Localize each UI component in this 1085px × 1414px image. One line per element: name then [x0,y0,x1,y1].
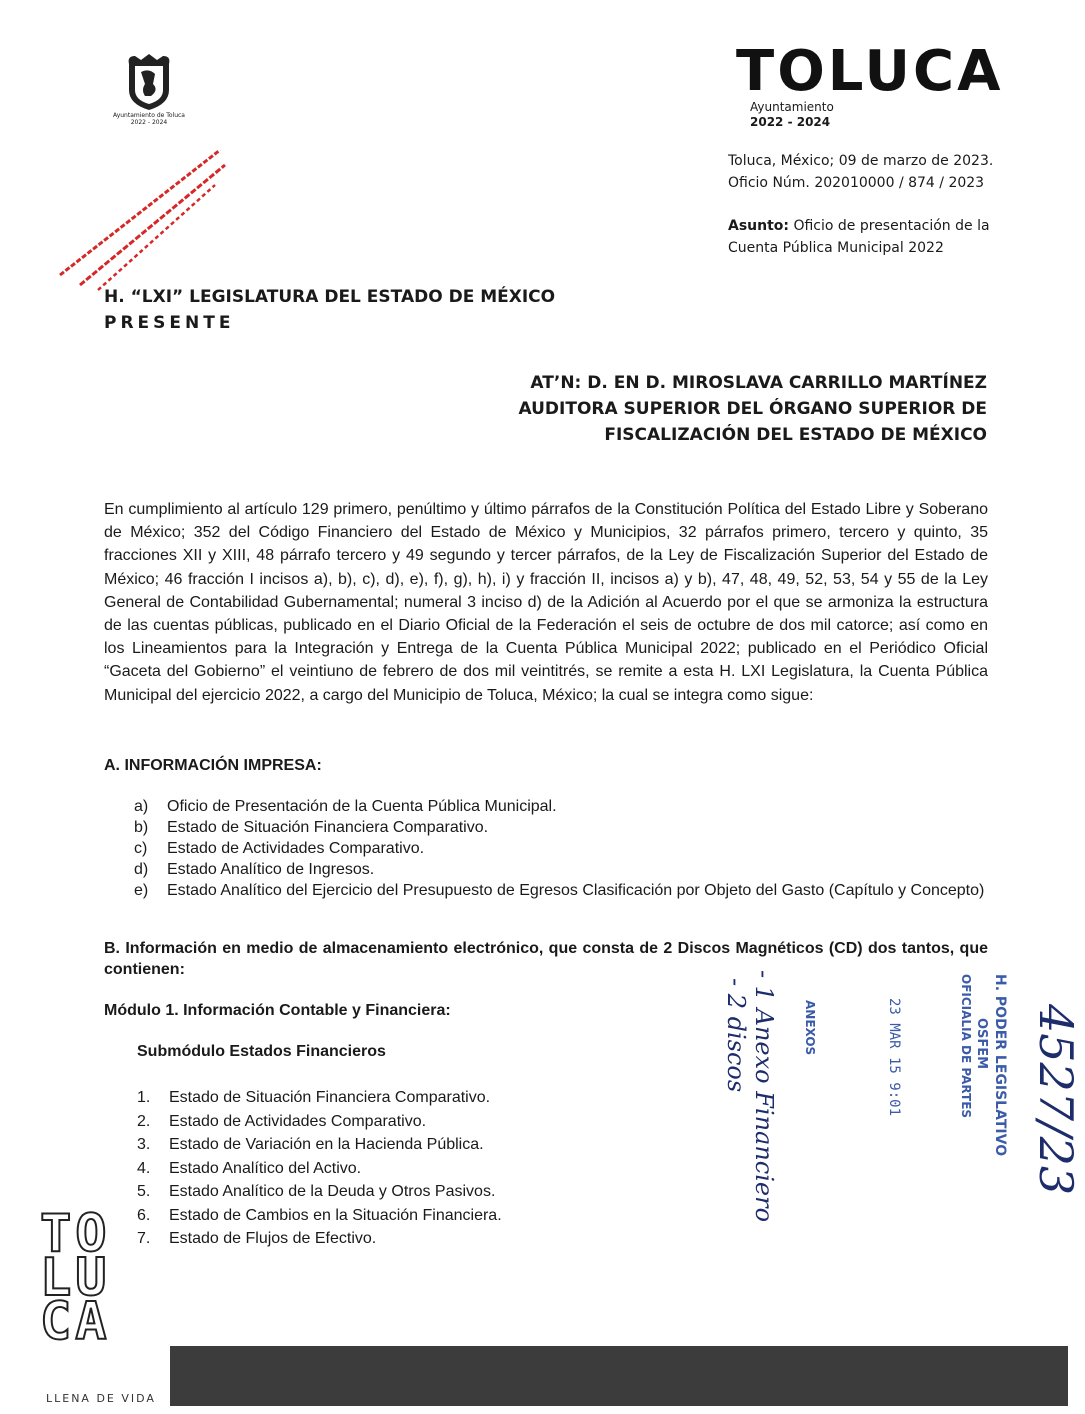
section-b-list [137,1086,502,1251]
list-item: 5. Estado Analítico de la Deuda y Otros Pasivos. [137,1183,496,1200]
stamp-date [866,996,902,1196]
section-a-title: A. INFORMACIÓN IMPRESA: [104,757,322,774]
list-item: 3. Estado de Variación en la Hacienda Pública. [137,1136,484,1153]
handwritten-line1: - 2 discos [722,978,750,1093]
stamp-line1: H. PODER LEGISLATIVO [992,974,1008,1157]
side-slogan: LLENA DE VIDA [46,1392,156,1405]
module-title: Módulo 1. Información Contable y Financiera: [104,1002,451,1019]
svg-text:ANEXOS: ANEXOS [803,1000,817,1056]
footer-bar [170,1346,1068,1406]
list-item: 4. Estado Analítico del Activo. [137,1159,362,1177]
list-item: 6. Estado de Cambios en la Situación Financiera. [137,1206,502,1224]
submodule-title: Submódulo Estados Financieros [137,1043,386,1060]
handwritten-notes [700,970,778,1360]
svg-text:4527/23: 4527/23 [1029,1004,1083,1196]
municipal-seal [108,50,190,126]
list-item: d) Estado Analítico de Ingresos. [134,861,375,878]
side-logo-row2: LU [40,1248,111,1308]
place-date-block [728,150,993,194]
place-date: Toluca, México; 09 de marzo de 2023. [728,153,994,169]
recipient-presente: PRESENTE [104,313,235,333]
side-logo-row1: TO [40,1204,111,1264]
stamp-line3: OFICIALIA DE PARTES [959,974,973,1119]
list-item: 7. Estado de Flujos de Efectivo. [137,1230,377,1247]
handwritten-line2: - 1 Anexo Financiero [750,970,778,1223]
svg-text:23 MAR 15 9:01: 23 MAR 15 9:01 [886,998,902,1117]
subject-line1: Oficio de presentación de la [789,218,990,234]
handwritten-number [1000,1004,1083,1274]
office-number: Oficio Núm. 202010000 / 874 / 2023 [728,175,985,191]
red-slash-marks [50,145,230,295]
seal-years: 2022 - 2024 [130,119,168,126]
stamp-line2: OSFEM [974,1018,989,1070]
side-logo-row3: CA [40,1292,111,1352]
attention-line1: AT’N: D. EN D. MIROSLAVA CARRILLO MARTÍNEZ [530,373,987,393]
toluca-brand [736,39,1004,130]
recipient-block [104,284,555,336]
brand-years: 2022 - 2024 [750,115,831,129]
list-item: c) Estado de Actividades Comparativo. [134,840,425,857]
subject-label: Asunto: [728,218,790,234]
list-item: e) Estado Analítico del Ejercicio del Presupuesto de Egresos Clasificación por Objeto del Gasto (Capítulo y Concepto) [134,882,985,899]
recipient-name: H. “LXI” LEGISLATURA DEL ESTADO DE MÉXICO [104,287,556,307]
list-item: 1. Estado de Situación Financiera Comparativo. [137,1089,491,1106]
body-paragraph: En cumplimiento al artículo 129 primero, penúltimo y último párrafos de la Constitución Política del Estado Libre y Soberano de México; 352 del Código Financiero del Estado de México y Municipios, 32 párrafos primero, tercero y quinto, 35 fracciones XII y XIII, 48 párrafo tercero y 49 segundo y tercer párrafos, de la Ley de Fiscalización Superior del Estado de México; 46 fracción I incisos a), b), c), d), e), f), g), h), i) y fracción II, incisos a) y b), 47, 48, 49, 52, 53, 54 y 55 de la Ley General de Contabilidad Gubernamental; numeral 3 inciso d) de la Adición al Acuerdo por el que se armoniza la estructura de las cuentas públicas, publicado en el Diario Oficial de la Federación el seis de octubre de dos mil catorce; así como en los Lineamientos para la Integración y Entrega de la Cuenta Pública Municipal 2022; publicado en el Periódico Oficial “Gaceta del Gobierno” el veintiuno de febrero de dos mil veintitrés, se remite a esta H. LXI Legislatura, la Cuenta Pública Municipal del ejercicio 2022, a cargo del Municipio de Toluca, México; la cual se integra como sigue: [104,501,988,704]
subject-block [728,215,990,259]
section-b-title: B. Información en medio de almacenamiento electrónico, que consta de 2 Discos Magnéticos (CD) dos tantos, que contienen: [104,940,988,978]
subject-line2: Cuenta Pública Municipal 2022 [728,240,944,256]
attention-block [518,370,987,448]
brand-subtitle: Ayuntamiento [750,100,834,114]
brand-wordmark: TOLUCA [736,39,1004,104]
attention-line2: AUDITORA SUPERIOR DEL ÓRGANO SUPERIOR DE [518,399,987,419]
side-toluca-logo [40,1204,152,1352]
list-item: 2. Estado de Actividades Comparativo. [137,1112,427,1130]
list-item: b) Estado de Situación Financiera Comparativo. [134,819,489,836]
coat-of-arms-icon [119,50,179,112]
seal-caption: Ayuntamiento de Toluca [113,112,185,119]
reception-stamp [928,970,1008,1210]
section-a-list [134,796,994,901]
list-item: a) Oficio de Presentación de la Cuenta Pública Municipal. [134,798,557,815]
stamp-anexos [782,998,822,1108]
attention-line3: FISCALIZACIÓN DEL ESTADO DE MÉXICO [604,425,987,445]
